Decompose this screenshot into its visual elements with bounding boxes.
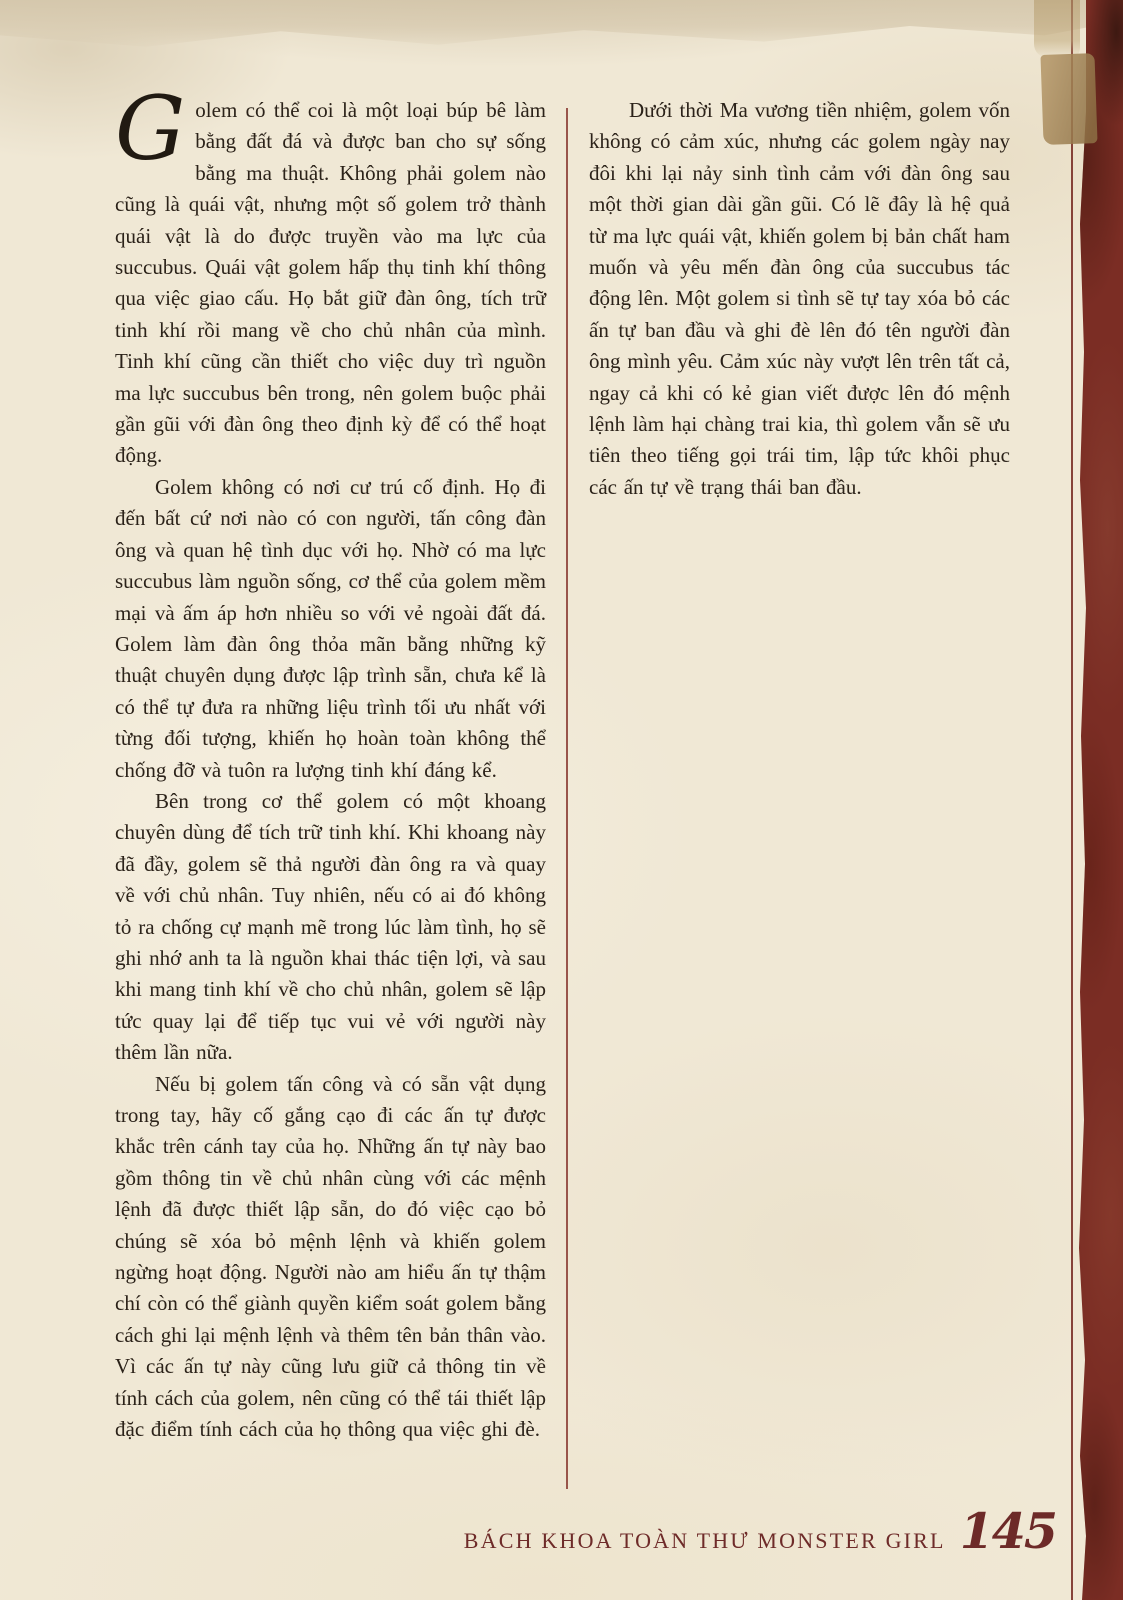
page-footer (0, 1502, 1056, 1560)
drop-cap: G (115, 77, 186, 180)
left-column (115, 77, 546, 1445)
paragraph: Bên trong cơ thể golem có một khoang chuyên dùng để tích trữ tinh khí. Khi khoang này đã đầy, golem sẽ thả người đàn ông ra và quay về với chủ nhân. Tuy nhiên, nếu có ai đó không tỏ ra chống cự mạnh mẽ trong lúc làm tình, họ sẽ ghi nhớ anh ta là nguồn khai thác tiện lợi, và sau khi mang tinh khí về cho chủ nhân, golem sẽ lập tức quay lại để tiếp tục vui vẻ với người này thêm lần nữa. (115, 788, 546, 1065)
paragraph: Dưới thời Ma vương tiền nhiệm, golem vốn không có cảm xúc, nhưng các golem ngày nay đôi khi lại nảy sinh tình cảm với đàn ông sau một thời gian dài gần gũi. Có lẽ đây là hệ quả từ ma lực quái vật, khiến golem bị bản chất ham muốn và yêu mến đàn ông của succubus tác động lên. Một golem si tình sẽ tự tay xóa bỏ các ấn tự ban đầu và ghi đè lên đó tên người đàn ông mình yêu. Cảm xúc này vượt lên trên tất cả, ngay cả khi có kẻ gian viết được lên đó mệnh lệnh làm hại chàng trai kia, thì golem vẫn sẽ ưu tiên theo tiếng gọi trái tim, lập tức khôi phục các ấn tự về trạng thái ban đầu. (589, 98, 1010, 499)
paragraph (115, 77, 546, 472)
aged-paper-top-band (0, 0, 1123, 52)
paragraph-text: olem có thể coi là một loại búp bê làm bằng đất đá và được ban cho sự sống bằng ma thuật. Không phải golem nào cũng là quái vật, nhưng một số golem trở thành quái vật là do được truyền vào ma lực của succubus. Quái vật golem hấp thụ tinh khí thông qua việc giao cấu. Họ bắt giữ đàn ông, tích trữ tinh khí rồi mang về cho chủ nhân của mình. Tinh khí cũng cần thiết cho việc duy trì nguồn ma lực succubus bên trong, nên golem buộc phải gần gũi với đàn ông theo định kỳ để có thể hoạt động. (115, 98, 546, 468)
column-divider (566, 108, 568, 1489)
paper-stain-patch (1040, 53, 1097, 145)
paragraph: Golem không có nơi cư trú cố định. Họ đi đến bất cứ nơi nào có con người, tấn công đàn ông và quan hệ tình dục với họ. Nhờ có ma lực succubus làm nguồn sống, cơ thể của golem mềm mại và ấm áp hơn nhiều so với vẻ ngoài đất đá. Golem làm đàn ông thỏa mãn bằng những kỹ thuật chuyên dụng được lập trình sẵn, chưa kể là có thể tự đưa ra những liệu trình tối ưu nhất với từng đối tượng, khiến họ hoàn toàn không thể chống đỡ và tuôn ra lượng tinh khí đáng kể. (115, 474, 546, 782)
paragraph: Nếu bị golem tấn công và có sẵn vật dụng trong tay, hãy cố gắng cạo đi các ấn tự được khắc trên cánh tay của họ. Những ấn tự này bao gồm thông tin về chủ nhân cùng với các mệnh lệnh đã được thiết lập sẵn, do đó việc cạo bỏ chúng sẽ xóa bỏ mệnh lệnh và khiến golem ngừng hoạt động. Người nào am hiểu ấn tự thậm chí còn có thể giành quyền kiểm soát golem bằng cách ghi lại mệnh lệnh và thêm tên bản thân vào. Vì các ấn tự này cũng lưu giữ cả thông tin về tính cách của golem, nên cũng có thể tái thiết lập đặc điểm tính cách của họ thông qua việc ghi đè. (115, 1071, 546, 1442)
page-number: 145 (959, 1502, 1056, 1560)
book-title: BÁCH KHOA TOÀN THƯ MONSTER GIRL (463, 1528, 946, 1553)
page-edge-ornament-strip (1079, 0, 1123, 1600)
paper-stain-top (1034, 0, 1080, 58)
page-edge-rule (1071, 0, 1073, 1600)
right-column (589, 95, 1010, 503)
